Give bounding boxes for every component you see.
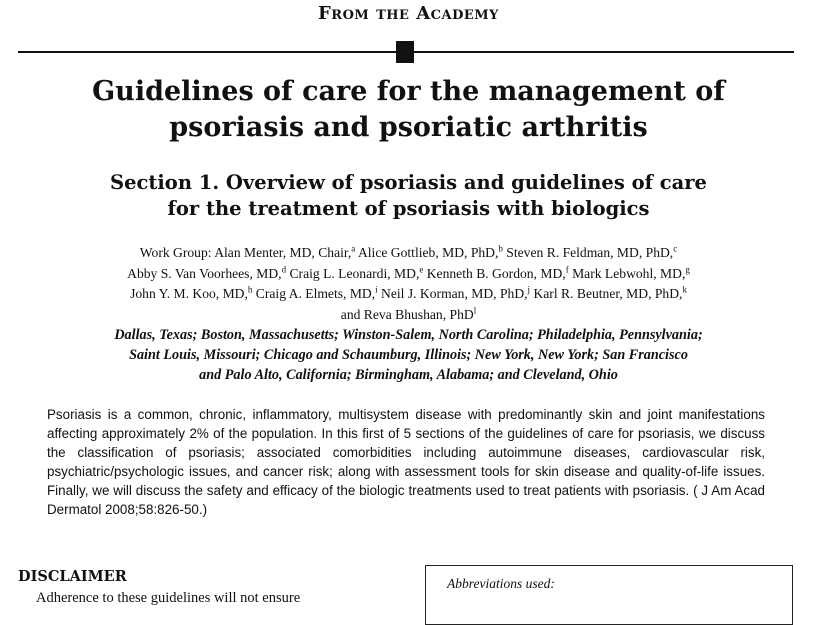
disclaimer-heading: DISCLAIMER: [18, 568, 127, 585]
author-name: Neil J. Korman, MD, PhD,: [377, 286, 528, 301]
author-name: Mark Lebwohl, MD,: [568, 265, 686, 281]
author-name: Karl R. Beutner, MD, PhD,: [530, 286, 683, 301]
author-affil-marker: b: [498, 243, 503, 254]
author-name: John Y. M. Koo, MD,: [130, 286, 248, 301]
affiliation-line-3: and Palo Alto, California; Birmingham, Alabama; and Cleveland, Ohio: [199, 367, 618, 383]
title-line-1: Guidelines of care for the management of: [92, 76, 725, 107]
abstract: Psoriasis is a common, chronic, inflammatory, multisystem disease with predominantly skin and joint manifestations affecting approximately 2% of the population. In this first of 5 sections of the guidelines of care for psoriasis, we discuss the classification of psoriasis; associated comorbidities including autoimmune diseases, cardiovascular risk, psychiatric/psychologic issues, and cancer risk; along with assessment tools for skin disease and quality-of-life issues. Finally, we will discuss the safety and efficacy of the biologic treatments used to treat patients with psoriasis. ( J Am Acad Dermatol 2008;58:826-50.): [47, 407, 765, 517]
author-affil-marker: k: [682, 284, 687, 295]
author-affil-marker: j: [527, 284, 531, 295]
author-line-4: [30, 305, 787, 326]
author-name: Kenneth B. Gordon, MD,: [423, 265, 566, 281]
author-affil-marker: c: [673, 243, 678, 254]
author-line-2: [30, 264, 787, 285]
author-affil-marker: e: [419, 263, 424, 274]
title-line-2: psoriasis and psoriatic arthritis: [169, 112, 648, 143]
author-affil-marker: i: [375, 284, 378, 295]
article-subtitle: [60, 170, 757, 222]
author-name: Alan Menter, MD, Chair,: [214, 245, 352, 260]
author-affil-marker: d: [281, 263, 287, 274]
disclaimer-text: Adherence to these guidelines will not ensure: [36, 590, 301, 606]
header-rule-marker: [396, 41, 414, 63]
author-affil-marker: f: [565, 263, 569, 274]
author-line-3: [30, 284, 787, 305]
subtitle-line-2: for the treatment of psoriasis with biologics: [167, 197, 650, 220]
author-name: Craig A. Elmets, MD,: [252, 286, 376, 301]
author-list: [30, 243, 787, 325]
article-title: [60, 74, 757, 146]
author-line-1: [30, 243, 787, 264]
author-affil-marker: g: [685, 263, 690, 274]
work-group-label: Work Group:: [139, 245, 215, 260]
affiliations: [30, 325, 787, 385]
abbreviations-box: [425, 565, 793, 625]
author-affil-marker: l: [473, 304, 477, 315]
author-name: Craig L. Leonardi, MD,: [286, 265, 420, 281]
abbreviations-title: Abbreviations used:: [447, 576, 555, 591]
author-name: Abby S. Van Voorhees, MD,: [127, 265, 282, 281]
section-label: From the Academy: [318, 3, 499, 24]
author-affil-marker: h: [247, 284, 253, 295]
subtitle-line-1: Section 1. Overview of psoriasis and guidelines of care: [110, 171, 707, 194]
author-name: Alice Gottlieb, MD, PhD,: [355, 245, 499, 260]
author-name: Steven R. Feldman, MD, PhD,: [502, 245, 674, 260]
author-affil-marker: a: [351, 243, 356, 254]
affiliation-line-1: Dallas, Texas; Boston, Massachusetts; Winston-Salem, North Carolina; Philadelphia, Pennsylvania;: [114, 327, 703, 343]
affiliation-line-2: Saint Louis, Missouri; Chicago and Schaumburg, Illinois; New York, New York; San Francisco: [129, 347, 688, 363]
author-name: and Reva Bhushan, PhD: [340, 306, 474, 322]
